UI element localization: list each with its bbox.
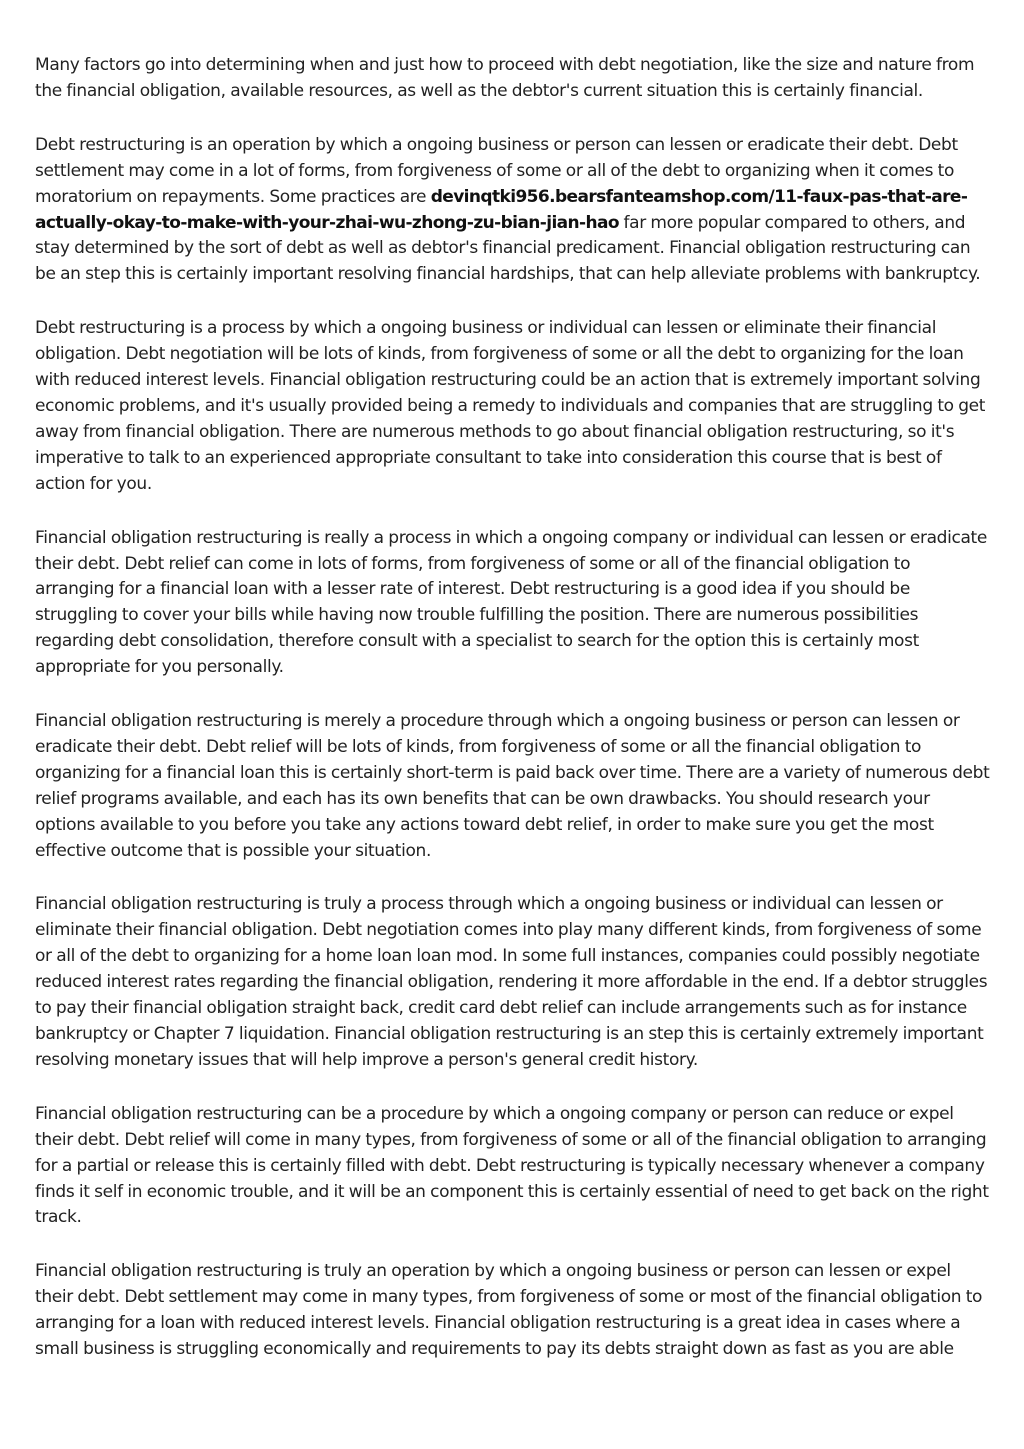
paragraph-2-text-after: far more popular compared to others, and stay determined by the sort of debt as well as debtor's financial predicament. Financial obligation restructuring can be an step this is certainly important resolving financial hardships, that can help alleviate problems with bankruptcy. <box>35 212 981 285</box>
paragraph-3: Debt restructuring is a process by which a ongoing business or individual can lessen or eliminate their financial obligation. Debt negotiation will be lots of kinds, from forgiveness of some or all the debt to organizing for the loan with reduced interest levels. Financial obligation restructuring could be an action that is extremely important solving economic problems, and it's usually provided being a remedy to individuals and companies that are struggling to get away from financial obligation. There are numerous methods to go about financial obligation restructuring, so it's imperative to talk to an experienced appropriate consultant to take into consideration this course that is best of action for you. <box>35 318 986 494</box>
document-body <box>35 53 993 1391</box>
paragraph-2-text-before: Debt restructuring is an operation by which a ongoing business or person can lessen or eradicate their debt. Debt settlement may come in a lot of forms, from forgiveness of some or all of the debt to organizing when it comes to moratorium on repayments. Some practices are <box>35 134 958 207</box>
paragraph-5: Financial obligation restructuring is merely a procedure through which a ongoing business or person can lessen or eradicate their debt. Debt relief will be lots of kinds, from forgiveness of some or all the financial obligation to organizing for a financial loan this is certainly short-term is paid back over time. There are a variety of numerous debt relief programs available, and each has its own benefits that can be own drawbacks. You should research your options available to you before you take any actions toward debt relief, in order to make sure you get the most effective outcome that is possible your situation. <box>35 711 990 861</box>
paragraph-4: Financial obligation restructuring is really a process in which a ongoing company or individual can lessen or eradicate their debt. Debt relief can come in lots of forms, from forgiveness of some or all of the financial obligation to arranging for a financial loan with a lesser rate of interest. Debt restructuring is a good idea if you should be struggling to cover your bills while having now trouble fulfilling the position. There are numerous possibilities regarding debt consolidation, therefore consult with a specialist to search for the option this is certainly most appropriate for you personally. <box>35 527 987 678</box>
paragraph-6: Financial obligation restructuring is truly a process through which a ongoing business or individual can lessen or eliminate their financial obligation. Debt negotiation comes into play many different kinds, from forgiveness of some or all of the debt to organizing for a home loan loan mod. In some full instances, companies could possibly negotiate reduced interest rates regarding the financial obligation, rendering it more affordable in the end. If a debtor struggles to pay their financial obligation straight back, credit card debt relief can include arrangements such as for instance bankruptcy or Chapter 7 liquidation. Financial obligation restructuring is an step this is certainly extremely important resolving monetary issues that will help improve a person's general credit history. <box>35 894 988 1070</box>
paragraph-1: Many factors go into determining when and just how to proceed with debt negotiation, like the size and nature from the financial obligation, available resources, as well as the debtor's current situation this is certainly financial. <box>35 55 975 101</box>
paragraph-8: Financial obligation restructuring is truly an operation by which a ongoing business or person can lessen or expel their debt. Debt settlement may come in many types, from forgiveness of some or most of the financial obligation to arranging for a loan with reduced interest levels. Financial obligation restructuring is a great idea in cases where a small business is struggling economically and requirements to pay its debts straight down as fast as you are able <box>35 1261 983 1360</box>
paragraph-2 <box>35 133 993 288</box>
paragraph-7: Financial obligation restructuring can be a procedure by which a ongoing company or person can reduce or expel their debt. Debt relief will come in many types, from forgiveness of some or all of the financial obligation to arranging for a partial or release this is certainly filled with debt. Debt restructuring is typically necessary whenever a company finds it self in economic trouble, and it will be an component this is certainly essential of need to get back on the right track. <box>35 1103 989 1228</box>
inline-link[interactable]: devinqtki956.bearsfanteamshop.com/11-faux-pas-that-are-actually-okay-to-make-with-your-zhai-wu-zhong-zu-bian-jian-hao <box>35 186 968 233</box>
